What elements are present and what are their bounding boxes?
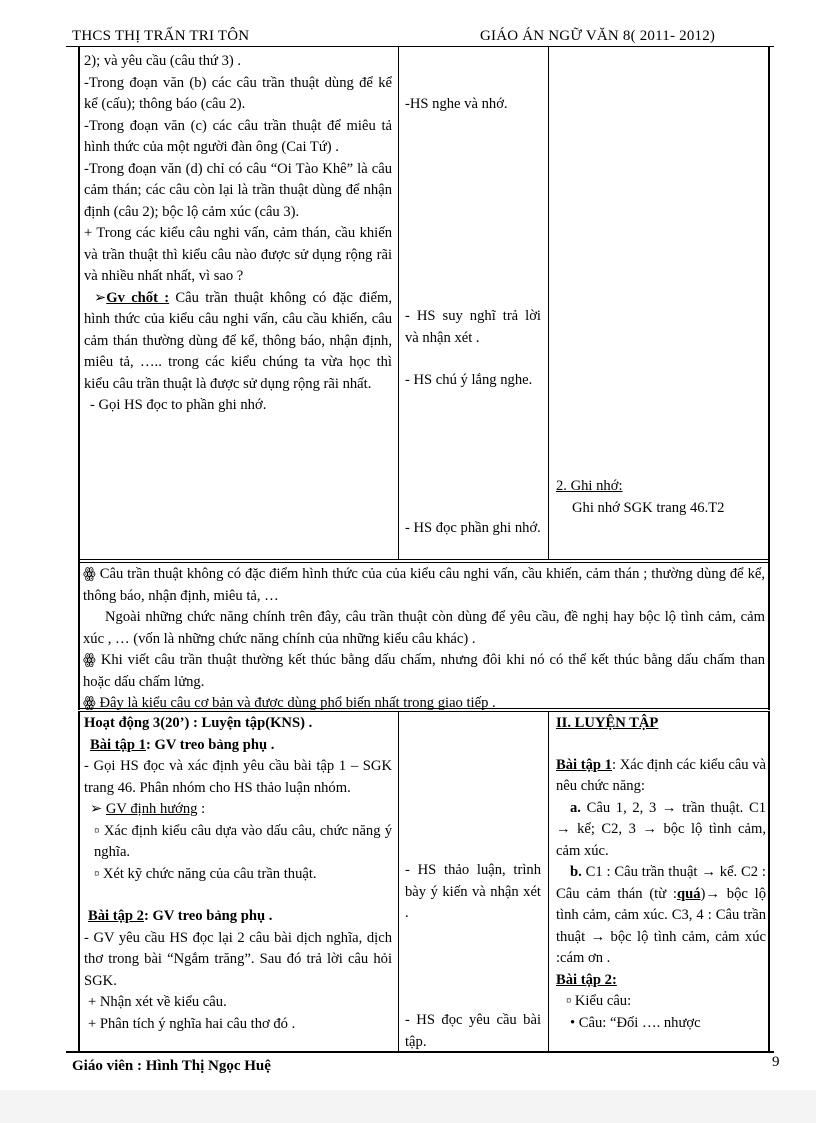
ans2-label: Bài tập 2:: [556, 971, 617, 988]
teacher-column-top: [84, 51, 392, 417]
teacher-column-bottom: [84, 713, 392, 1035]
student-response-2: - HS suy nghĩ trả lời và nhận xét .: [405, 308, 541, 346]
student-response-4: - HS đọc phần ghi nhớ.: [405, 520, 541, 536]
page-number: 9: [772, 1054, 780, 1070]
activity-title: Hoạt động 3(20’) : Luyện tập(KNS) .: [84, 715, 313, 731]
read-note: - Gọi HS đọc to phần ghi nhớ.: [90, 397, 267, 413]
teacher-line: -Trong đoạn văn (d) chỉ có câu “Oi Tào Khê” là câu cảm thán; các câu còn lại là trần thuật dùng để nhận định (câu 2); bộc lộ cảm xúc (câu 3).: [84, 160, 392, 220]
bt2-desc: - GV yêu cầu HS đọc lại 2 câu bài dịch nghĩa, dịch thơ trong bài “Ngắm trăng”. Sau đó trả lời câu hỏi SGK.: [84, 929, 392, 989]
summary-2: Ngoài những chức năng chính trên đây, câu trần thuật còn dùng để yêu cầu, đề nghị hay bộc lộ tình cảm, cảm xúc , … (vốn là những chức năng chính của những kiểu câu khác) .: [83, 609, 765, 647]
note-label: 2. Ghi nhớ:: [556, 478, 623, 494]
kieu-cau: ▫ Kiểu câu:: [566, 993, 632, 1009]
summary-4: ꙮ Đây là kiểu câu cơ bản và được dùng phổ biến nhất trong giao tiếp .: [83, 695, 496, 711]
bullet-icon: ꙮ: [83, 566, 100, 582]
dh-item-2: ▫ Xét kỹ chức năng của câu trần thuật.: [94, 865, 317, 882]
bt1-heading: Bài tập 1: GV treo bảng phụ .: [90, 736, 275, 753]
subject-header: GIÁO ÁN NGỮ VĂN 8( 2011- 2012): [480, 28, 716, 44]
col2-divider-1: [398, 711, 399, 1051]
table2-border-left: [78, 711, 80, 1051]
note-text: Ghi nhớ SGK trang 46.T2: [572, 499, 725, 516]
student-response-3: - HS chú ý lắng nghe.: [405, 372, 533, 388]
dh-item-1: ▫ Xác định kiểu câu dựa vào dấu câu, chức năng ý nghĩa.: [94, 822, 392, 860]
gv-chot-paragraph: [84, 288, 392, 396]
col-divider-1: [398, 47, 399, 560]
note-section: [556, 476, 766, 519]
student-response-5: - HS thảo luận, trình bày ý kiến và nhận xét .: [405, 862, 541, 921]
summary-3: ꙮ Khi viết câu trần thuật thường kết thúc bằng dấu chấm, nhưng đôi khi nó có thể kết thúc bằng dấu chấm than hoặc dấu chấm lửng.: [83, 652, 766, 690]
school-header: THCS THỊ TRẤN TRI TÔN: [72, 28, 250, 44]
bullet-icon: ꙮ: [83, 652, 101, 668]
header-rule: [66, 46, 774, 47]
gv-chot-text: Câu trần thuật không có đặc điểm, hình thức của kiểu câu nghi vấn, câu cầu khiến, câu cảm thán thường dùng để kể, thông báo, nhận định, miêu tả, ….. trong các kiểu chúng ta vừa học thì kiểu câu trần thuật là được sử dụng rộng rãi nhất.: [84, 289, 392, 392]
row-divider-double: [78, 562, 770, 563]
dot-bullet-icon: •: [570, 1014, 579, 1031]
teacher-line: 2); và yêu cầu (câu thứ 3) .: [84, 53, 242, 69]
teacher-name-footer: Giáo viên : Hình Thị Ngọc Huệ: [72, 1058, 271, 1074]
teacher-line: -Trong đoạn văn (b) các câu trần thuật dùng để kể kể (cấu); thông báo (câu 2).: [84, 74, 392, 112]
col-divider-2: [548, 47, 549, 560]
col2-divider-2: [548, 711, 549, 1051]
gv-chot-label: Gv chốt :: [106, 289, 170, 306]
question-2: + Phân tích ý nghĩa hai câu thơ đó .: [88, 1015, 296, 1032]
table2-border-right: [768, 711, 770, 1051]
bullet-icon: ꙮ: [83, 695, 100, 711]
band-border-left: [78, 562, 80, 710]
ans1: Bài tập 1: Xác định các kiểu câu và nêu chức năng:: [556, 756, 767, 794]
cau-doi: • Câu: “Đối …. nhược: [570, 1014, 701, 1031]
summary-band: [83, 564, 765, 715]
square-bullet-icon: ▫: [94, 822, 104, 839]
ans-b: b. C1 : Câu trần thuật → kể. C2 : Câu cảm thán (từ :quá)→ bộc lộ tình cảm, cảm xúc. C3, 4 : Câu trần thuật → bộc lộ tình cảm, cảm xúc :cám ơn .: [556, 864, 766, 966]
table-border-right: [768, 47, 770, 562]
page-bottom-margin: [0, 1090, 816, 1123]
square-bullet-icon: ▫: [94, 865, 103, 882]
summary-1: ꙮ Câu trần thuật không có đặc điểm hình thức của của kiểu câu nghi vấn, cầu khiến, cảm thán ; thường dùng để kể, thông báo, nhận định, miêu tả, …: [83, 566, 765, 604]
practice-column: [556, 713, 766, 1034]
arrow-bullet-icon: ➢: [90, 801, 106, 817]
bt1-desc: - Gọi HS đọc và xác định yêu cầu bài tập 1 – SGK trang 46. Phân nhóm cho HS thảo luận nhóm.: [84, 758, 392, 796]
teacher-line: -Trong đoạn văn (c) các câu trần thuật để miêu tả hình thức của một người đàn ông (Cai Tứ) .: [84, 117, 392, 155]
arrow-bullet-icon: ➢: [94, 289, 107, 306]
table-border-left: [78, 47, 80, 562]
square-bullet-icon: ▫: [566, 993, 575, 1009]
student-response-1: -HS nghe và nhớ.: [405, 96, 508, 112]
section-title: II. LUYỆN TẬP: [556, 715, 659, 731]
ans-a: a. Câu 1, 2, 3 → trần thuật. C1 → kể; C2, 3 → bộc lộ tình cảm, cảm xúc.: [556, 799, 766, 859]
gv-dinh-huong: ➢ GV định hướng :: [90, 801, 206, 817]
question-1: + Nhận xét về kiểu câu.: [88, 994, 227, 1010]
band-border-right: [768, 562, 770, 710]
student-response-6: - HS đọc yêu cầu bài tập.: [405, 1012, 541, 1050]
bt2-heading: Bài tập 2: GV treo bảng phụ .: [88, 908, 273, 924]
teacher-line: + Trong các kiểu câu nghi vấn, cảm thán, cầu khiến và trần thuật thì kiểu câu nào được sử dụng rộng rãi và nhiều nhất nhất, vì sao ?: [84, 225, 392, 284]
row-divider: [78, 559, 770, 560]
